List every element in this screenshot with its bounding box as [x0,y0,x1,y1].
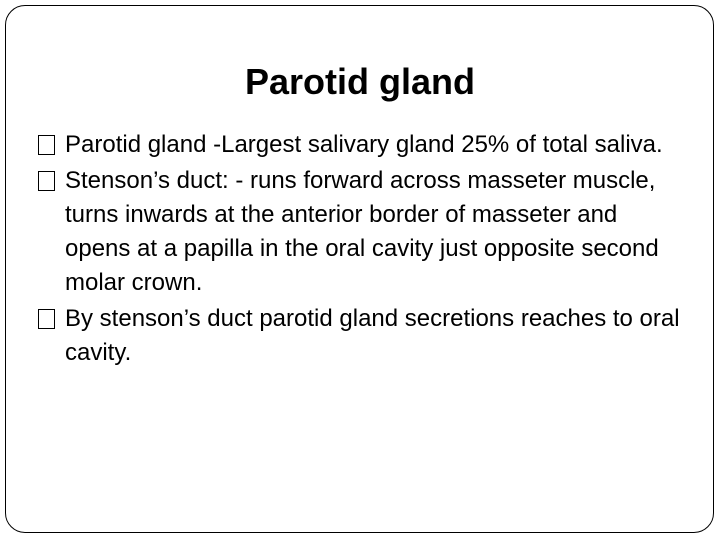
bullet-text: Parotid gland -Largest salivary gland 25% of total saliva. [65,131,663,158]
box-bullet-icon [38,135,55,155]
bullet-item [38,302,688,370]
bullet-item [38,128,688,162]
slide-title: Parotid gland [244,61,475,102]
box-bullet-icon [38,171,55,191]
bullet-text: By stenson’s duct parotid gland secretions reaches to oral cavity. [65,305,680,366]
bullet-item [38,164,688,300]
box-bullet-icon [38,309,55,329]
bullet-list [38,128,688,372]
bullet-text: Stenson’s duct: - runs forward across masseter muscle, turns inwards at the anterior border of masseter and opens at a papilla in the oral cavity just opposite second molar crown. [65,167,659,296]
